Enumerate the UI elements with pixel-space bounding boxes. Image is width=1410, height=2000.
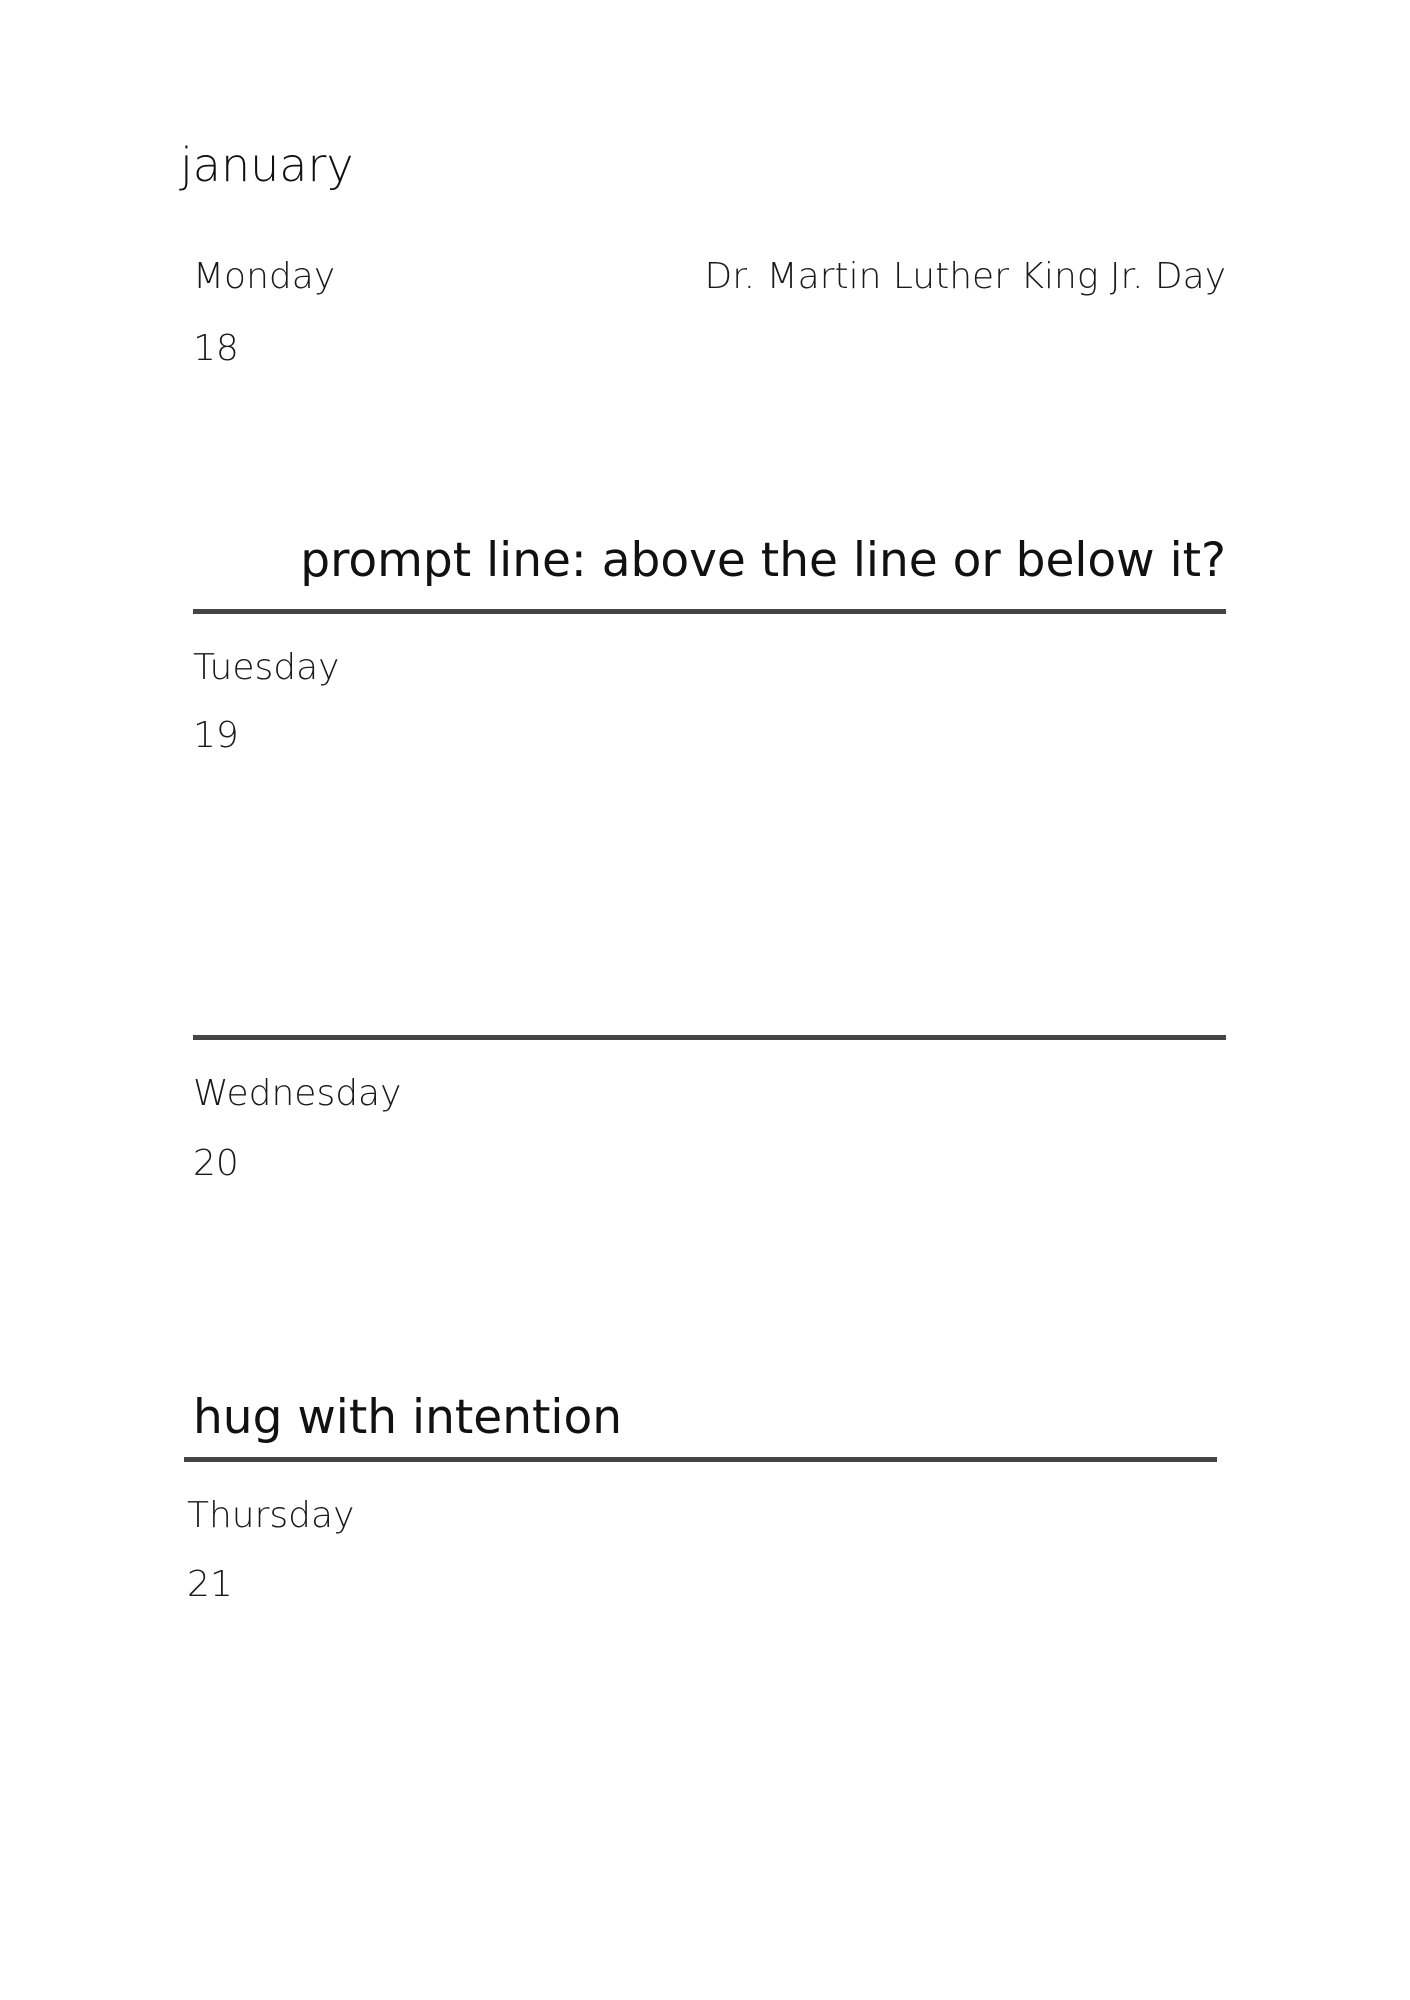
- divider-line: [193, 609, 1226, 614]
- holiday-label: Dr. Martin Luther King Jr. Day: [704, 256, 1226, 297]
- day-number-21: 21: [187, 1564, 233, 1605]
- day-number-19: 19: [193, 715, 239, 756]
- prompt-line-text: prompt line: above the line or below it?: [300, 533, 1226, 588]
- divider-line: [193, 1035, 1226, 1040]
- day-name-thursday: Thursday: [187, 1495, 355, 1536]
- divider-line: [184, 1457, 1217, 1462]
- day-number-20: 20: [193, 1143, 239, 1184]
- prompt-hug-text: hug with intention: [193, 1390, 623, 1445]
- day-name-wednesday: Wednesday: [193, 1073, 402, 1114]
- day-name-tuesday: Tuesday: [193, 647, 340, 688]
- day-number-18: 18: [193, 328, 239, 369]
- day-name-monday: Monday: [193, 256, 336, 297]
- month-title: january: [180, 138, 354, 192]
